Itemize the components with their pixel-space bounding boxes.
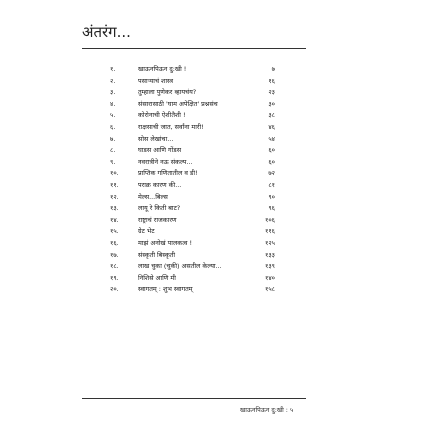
toc-entry-page: ७ <box>271 65 275 73</box>
toc-entry <box>110 122 275 134</box>
toc-entry-page: १३९ <box>265 262 275 271</box>
toc-entry-number: १६. <box>110 238 119 247</box>
toc-entry-page: १६ <box>268 76 275 85</box>
toc-entry-number: १०. <box>110 169 119 178</box>
toc-entry-title: पराक्र कारण की... <box>138 180 182 189</box>
toc-entry-title: संसारासाठी 'घाम अपेक्षित' प्रश्नसंच <box>138 99 218 108</box>
toc-entry-page: ४६ <box>268 122 275 131</box>
toc-entry-number: ३. <box>110 88 116 97</box>
toc-entry-title: सोस लेखांचा... <box>138 134 174 143</box>
toc-entry-title: लाख चुका (चुकी) असतील केल्या... <box>138 262 222 271</box>
toc-entry-number: १५. <box>110 227 119 236</box>
toc-entry-number: १८. <box>110 262 119 271</box>
toc-entry-page: ९६ <box>268 204 275 213</box>
toc-entry-page: ३८ <box>268 111 275 120</box>
toc-entry <box>110 110 275 122</box>
toc-entry-title: ग्रेट भेट <box>138 227 155 236</box>
toc-entry-page: १२५ <box>265 238 275 247</box>
toc-entry-page: १५८ <box>265 285 275 294</box>
toc-entry <box>110 261 275 273</box>
toc-entry-title: लायू रे किती बाट? <box>138 204 181 213</box>
toc-entry-title: राक्षसाची जात, सर्वांना मारी! <box>138 122 204 131</box>
toc-entry-title: राष्ट्राचं राजकारण <box>138 215 177 224</box>
toc-entry-title: पसाऱ्याचं शास्त्र <box>138 76 174 85</box>
toc-entry-title: खाऊनपिऊन दु:खी ! <box>138 65 187 73</box>
toc-entry-number: २०. <box>110 285 119 294</box>
toc-entry-number: २. <box>110 76 116 85</box>
toc-entry-number: १२. <box>110 192 119 201</box>
toc-entry-number: १४. <box>110 215 119 224</box>
toc-entry-number: ५. <box>110 111 116 120</box>
toc-entry-number: १९. <box>110 273 119 282</box>
toc-entry-page: १३३ <box>265 250 275 259</box>
table-of-contents <box>110 64 275 296</box>
toc-entry <box>110 134 275 146</box>
toc-entry <box>110 99 275 111</box>
toc-entry-page: ३० <box>268 99 275 108</box>
toc-entry-title: घाडस आणि गोंडस <box>138 146 182 155</box>
toc-entry <box>110 192 275 204</box>
running-footer: खाऊनपिऊन दु:खी : ५ <box>240 406 294 414</box>
toc-entry <box>110 284 275 296</box>
toc-entry-title: मेल्स...बिल्स <box>138 192 168 201</box>
toc-entry-page: ७२ <box>268 169 275 178</box>
toc-entry-page: १४० <box>265 273 275 282</box>
toc-entry <box>110 87 275 99</box>
toc-entry-number: ८. <box>110 146 116 155</box>
toc-entry <box>110 203 275 215</box>
toc-entry-page: ६० <box>268 157 275 166</box>
heading-rule <box>82 48 306 49</box>
toc-entry-title: माझं अनोखं पालकत्व ! <box>138 238 193 247</box>
toc-entry-page: ५४ <box>268 134 275 143</box>
toc-entry <box>110 226 275 238</box>
toc-entry-number: ४. <box>110 99 116 108</box>
toc-entry-title: स्वागतम् : शुभ स्वागतम् <box>138 285 193 294</box>
toc-entry <box>110 145 275 157</box>
toc-entry <box>110 168 275 180</box>
toc-entry-title: संस्कृती बिस्कृती <box>138 250 176 259</box>
toc-entry <box>110 157 275 169</box>
toc-entry-page: २३ <box>268 88 275 97</box>
toc-entry-title: नवरात्रीने नऊ संकल्प... <box>138 157 193 166</box>
toc-entry <box>110 215 275 227</box>
toc-entry-page: ११६ <box>265 227 275 236</box>
toc-entry <box>110 64 275 76</box>
toc-entry-page: ८१ <box>268 180 275 189</box>
toc-entry <box>110 76 275 88</box>
toc-entry <box>110 180 275 192</box>
toc-entry <box>110 238 275 250</box>
toc-entry-page: ६० <box>268 146 275 155</box>
toc-entry-page: ९० <box>268 192 275 201</box>
contents-heading: अंतरंग... <box>82 23 131 41</box>
toc-entry-title: तुम्हाला पुणेकर व्हायचंय? <box>138 88 197 97</box>
toc-entry-title: निशिसे आणि मी <box>138 273 176 282</box>
toc-entry-number: ९. <box>110 157 116 166</box>
toc-entry-number: ६. <box>110 122 116 131</box>
toc-entry-number: १. <box>110 65 116 73</box>
footer-rule <box>82 398 306 399</box>
toc-entry-title: कोरोनाची ऐशीतैशी ! <box>138 111 186 120</box>
toc-entry-number: १७. <box>110 250 119 259</box>
toc-entry <box>110 273 275 285</box>
toc-entry-page: १०६ <box>265 215 275 224</box>
toc-entry-number: ११. <box>110 180 119 189</box>
toc-entry-number: ७. <box>110 134 116 143</box>
toc-entry <box>110 250 275 262</box>
toc-entry-title: प्राप्तिक गणितातील व डी! <box>138 169 198 178</box>
toc-entry-number: १३. <box>110 204 119 213</box>
